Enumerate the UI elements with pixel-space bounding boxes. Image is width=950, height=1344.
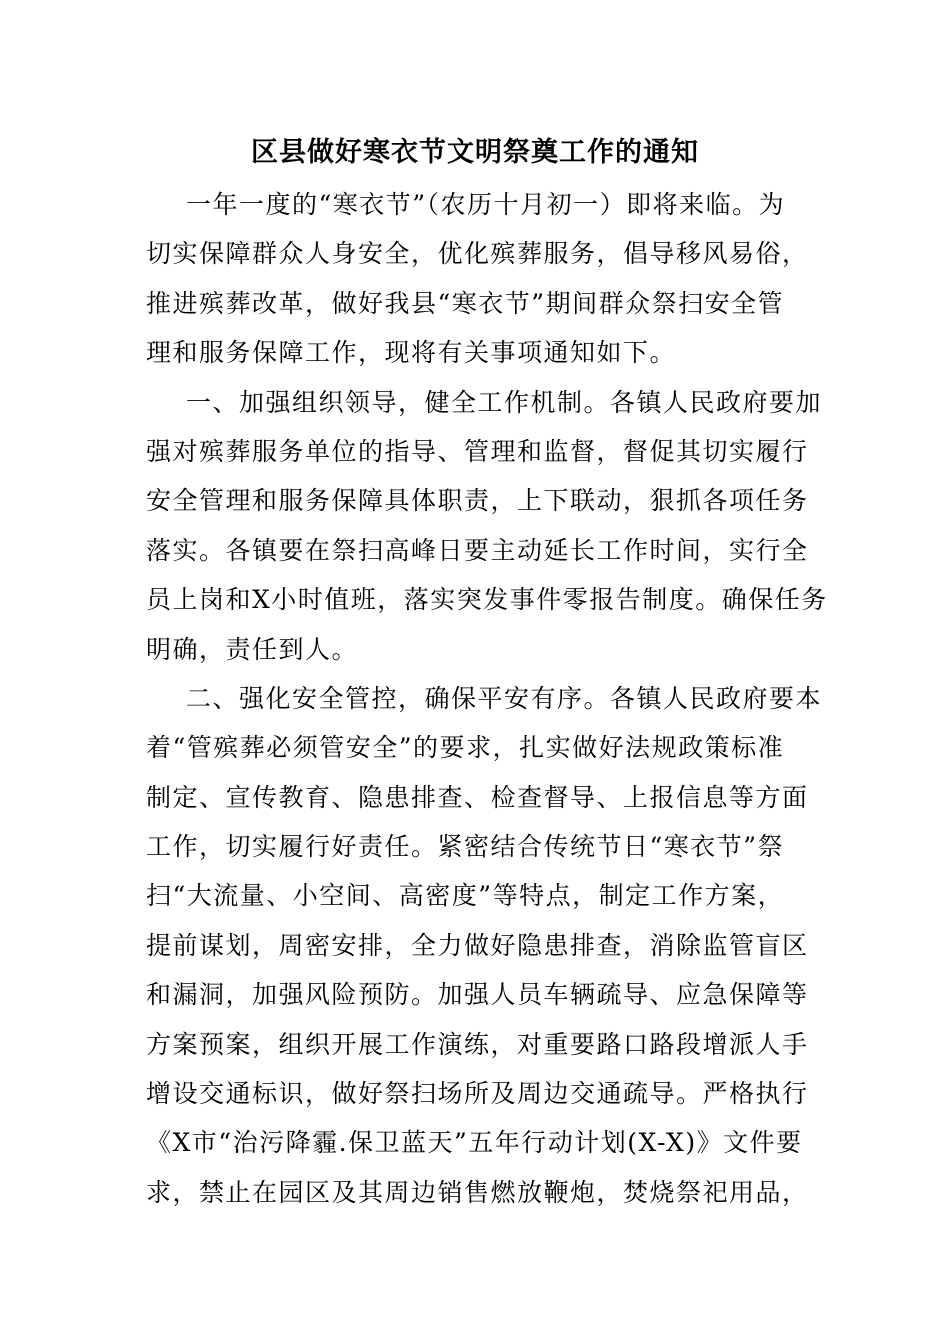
text-line: 提前谋划，周密安排，全力做好隐患排查，消除监管盲区 [146,930,809,960]
text-line: 和漏洞，加强风险预防。加强人员车辆疏导、应急保障等 [146,980,809,1010]
document-body [146,180,828,1217]
text-line: 安全管理和服务保障具体职责，上下联动，狠抓各项任务 [146,486,809,516]
text-line: 员上岗和X小时值班，落实突发事件零报告制度。确保任务 [146,585,828,615]
text-line: 求，禁止在园区及其周边销售燃放鞭炮，焚烧祭祀用品， [146,1177,809,1207]
text-line: 着“管殡葬必须管安全”的要求，扎实做好法规政策标准 [146,733,785,763]
document-title: 区县做好寒衣节文明祭奠工作的通知 [251,137,699,168]
text-line: 增设交通标识，做好祭扫场所及周边交通疏导。严格执行 [146,1079,809,1109]
text-line: 方案预案，组织开展工作演练，对重要路口路段增派人手 [146,1029,809,1059]
text-line: 切实保障群众人身安全，优化殡葬服务，倡导移风易俗， [146,239,809,269]
text-line: 明确，责任到人。 [146,634,359,664]
text-line: 工作，切实履行好责任。紧密结合传统节日“寒衣节”祭 [146,832,785,862]
text-line: 扫“大流量、小空间、高密度”等特点，制定工作方案， [146,881,785,911]
text-line: 一年一度的“寒衣节”（农历十月初一）即将来临。为 [186,190,786,219]
text-line: 一、加强组织领导，健全工作机制。各镇人民政府要加 [186,387,823,417]
text-line: 《X市“治污降霾.保卫蓝天”五年行动计划(X-X)》文件要 [146,1128,803,1158]
text-line: 二、强化安全管控，确保平安有序。各镇人民政府要本 [186,683,823,713]
text-line: 制定、宣传教育、隐患排查、检查督导、上报信息等方面 [146,782,809,812]
text-line: 强对殡葬服务单位的指导、管理和监督，督促其切实履行 [146,436,809,466]
text-line: 推进殡葬改革，做好我县“寒衣节”期间群众祭扫安全管 [146,288,785,318]
text-line: 落实。各镇要在祭扫高峰日要主动延长工作时间，实行全 [146,535,809,565]
text-line: 理和服务保障工作，现将有关事项通知如下。 [146,338,677,368]
